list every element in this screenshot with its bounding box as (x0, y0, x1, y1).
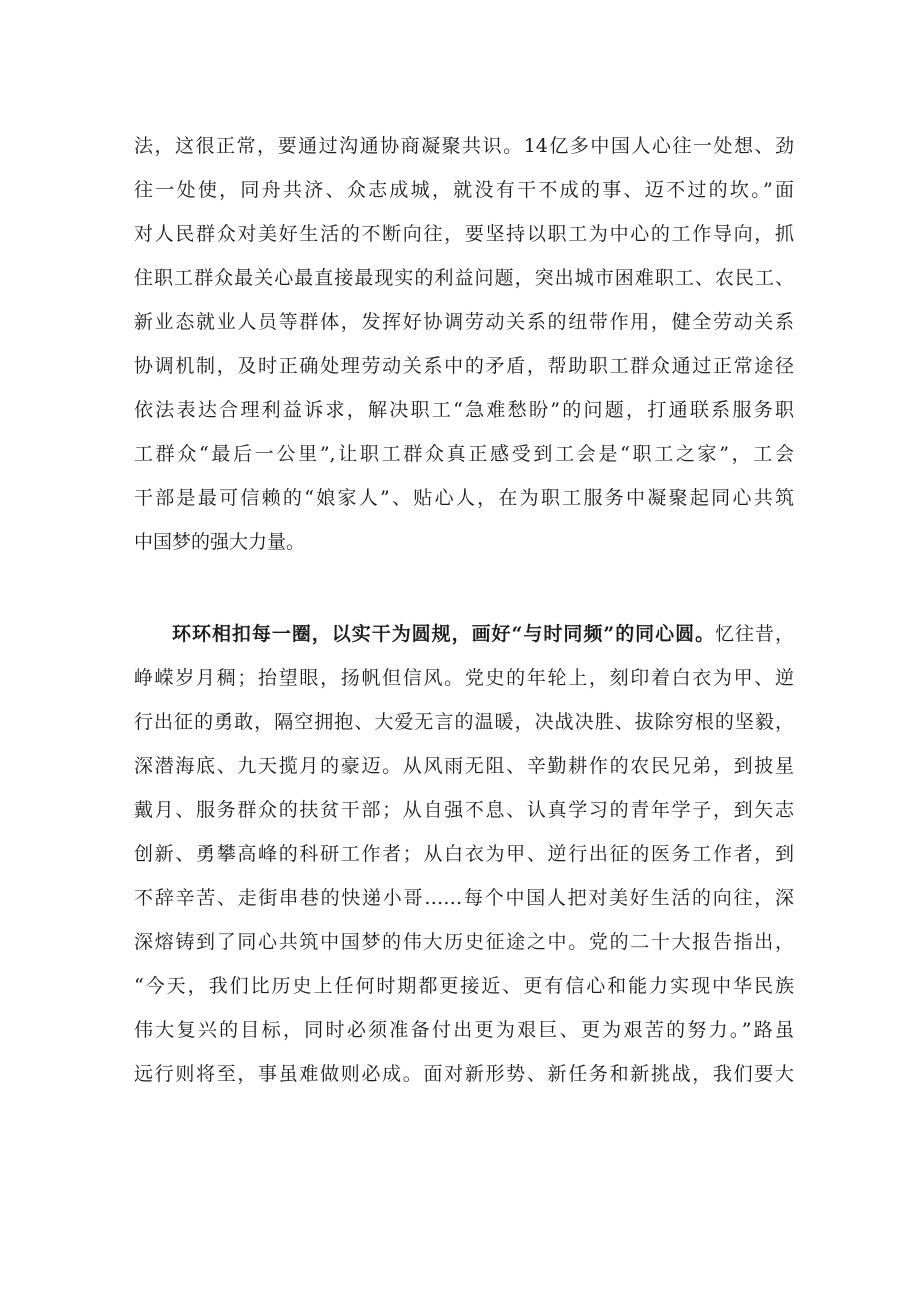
paragraph-2-line: 深熔铸到了同心共筑中国梦的伟大历史征途之中。党的二十大报告指出， (134, 931, 794, 953)
paragraph-2-first-line-text: 忆往昔， (715, 623, 794, 645)
paragraph-2-line: 深潜海底、九天揽月的豪迈。从风雨无阻、辛勤耕作的农民兄弟，到披星 (134, 755, 794, 777)
paragraph-1-line: 对人民群众对美好生活的不断向往，要坚持以职工为中心的工作导向，抓 (134, 223, 794, 245)
paragraph-1-line: 新业态就业人员等群体，发挥好协调劳动关系的纽带作用，健全劳动关系 (134, 311, 794, 333)
paragraph-1-line: 干部是最可信赖的“娘家人”、贴心人，在为职工服务中凝聚起同心共筑 (134, 487, 794, 509)
paragraph-1-line: 住职工群众最关心最直接最现实的利益问题，突出城市困难职工、农民工、 (134, 267, 794, 289)
paragraph-2-line: “今天，我们比历史上任何时期都更接近、更有信心和能力实现中华民族 (134, 975, 794, 997)
paragraph-2-first-line (134, 612, 794, 656)
paragraph-2-heading: 环环相扣每一圈，以实干为圆规，画好“与时同频”的同心圆。 (172, 623, 716, 645)
paragraph-2-line: 远行则将至，事虽难做则必成。面对新形势、新任务和新挑战，我们要大 (134, 1063, 794, 1085)
paragraph-2-line: 不辞辛苦、走街串巷的快递小哥……每个中国人把对美好生活的向往，深 (134, 887, 794, 909)
paragraph-2-line: 峥嵘岁月稠；抬望眼，扬帆但信风。党史的年轮上，刻印着白衣为甲、逆 (134, 667, 794, 689)
paragraph-1-line: 依法表达合理利益诉求，解决职工“急难愁盼”的问题，打通联系服务职 (134, 399, 794, 421)
paragraph-1-line: 法，这很正常，要通过沟通协商凝聚共识。14亿多中国人心往一处想、劲 (134, 135, 794, 157)
paragraph-2-line: 行出征的勇敢，隔空拥抱、大爱无言的温暖，决战决胜、拔除穷根的坚毅， (134, 711, 794, 733)
paragraph-2-line: 创新、勇攀高峰的科研工作者；从白衣为甲、逆行出征的医务工作者，到 (134, 843, 794, 865)
paragraph-1-line: 往一处使，同舟共济、众志成城，就没有干不成的事、迈不过的坎。”面 (134, 179, 794, 201)
paragraph-1 (134, 124, 794, 564)
paragraph-1-line: 工群众“最后一公里”,让职工群众真正感受到工会是“职工之家”，工会 (134, 443, 794, 465)
paragraph-2-line: 戴月、服务群众的扶贫干部；从自强不息、认真学习的青年学子，到矢志 (134, 799, 794, 821)
paragraph-1-line: 协调机制，及时正确处理劳动关系中的矛盾，帮助职工群众通过正常途径 (134, 355, 794, 377)
paragraph-2-line: 伟大复兴的目标，同时必须准备付出更为艰巨、更为艰苦的努力。”路虽 (134, 1019, 794, 1041)
paragraph-2 (134, 612, 794, 1096)
paragraph-1-line: 中国梦的强大力量。 (134, 531, 306, 553)
